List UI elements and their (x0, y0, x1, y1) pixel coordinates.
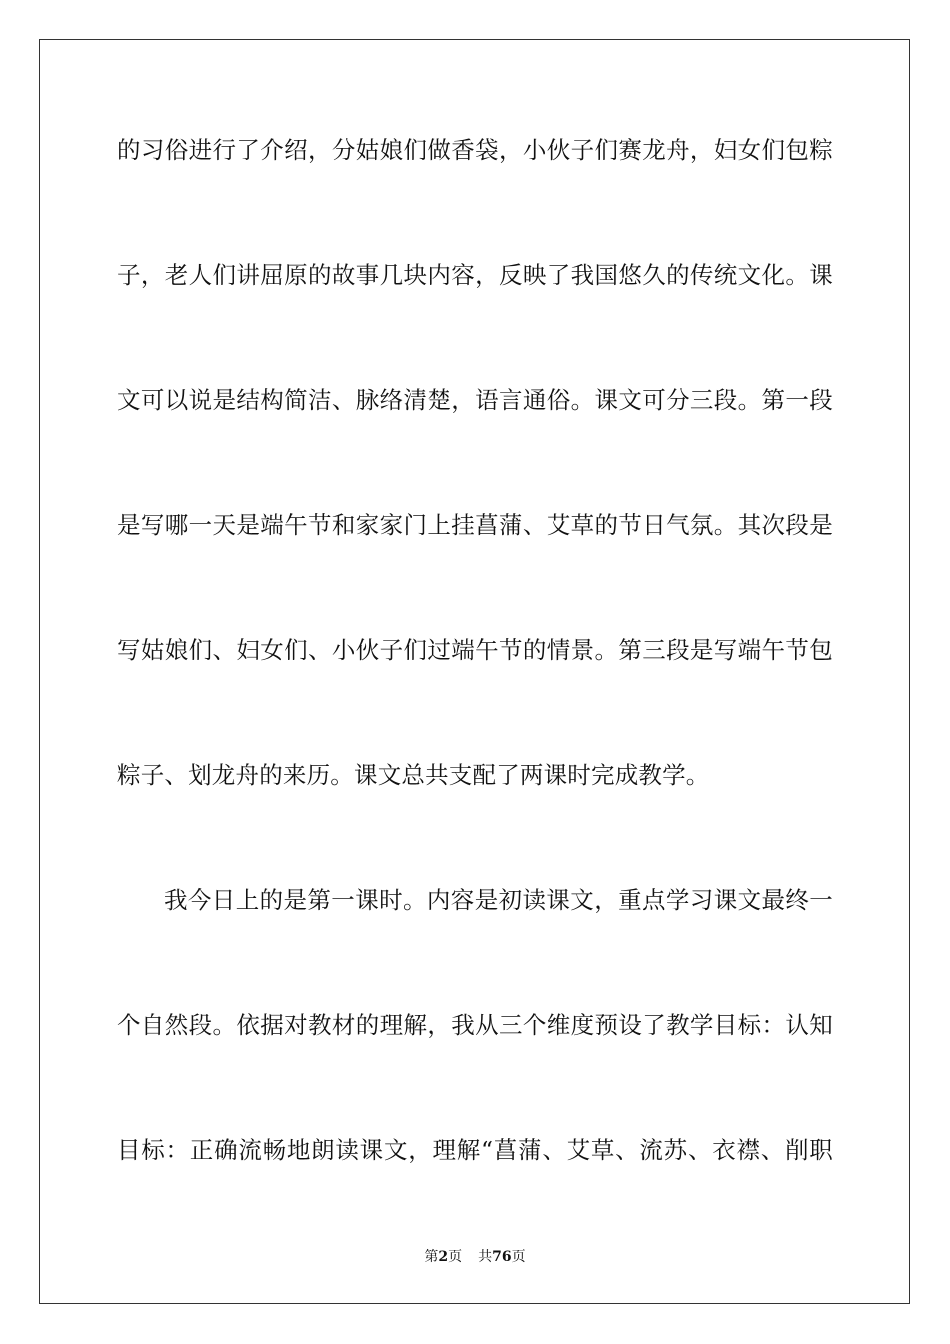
body-text-line-6: 粽子、划龙舟的来历。课文总共支配了两课时完成教学。 (117, 761, 710, 789)
body-text-line-4: 是写哪一天是端午节和家家门上挂菖蒲、艾草的节日气氛。其次段是 (117, 511, 833, 539)
total-suffix: 页 (511, 1249, 526, 1265)
page-prefix: 第 (424, 1249, 439, 1265)
page-suffix: 页 (448, 1249, 463, 1265)
total-prefix: 共 (478, 1249, 493, 1265)
body-text-line-7: 我今日上的是第一课时。内容是初读课文，重点学习课文最终一 (164, 886, 833, 914)
page-number: 2 (438, 1249, 449, 1265)
body-text-line-5: 写姑娘们、妇女们、小伙子们过端午节的情景。第三段是写端午节包 (117, 636, 833, 664)
body-text-line-2: 子，老人们讲屈原的故事几块内容，反映了我国悠久的传统文化。课 (117, 261, 833, 289)
body-text-line-1: 的习俗进行了介绍，分姑娘们做香袋，小伙子们赛龙舟，妇女们包粽 (117, 136, 833, 164)
body-text-line-9: 目标：正确流畅地朗读课文，理解“菖蒲、艾草、流苏、衣襟、削职 (117, 1136, 833, 1164)
body-text-line-3: 文可以说是结构简洁、脉络清楚，语言通俗。课文可分三段。第一段 (117, 386, 833, 414)
page-footer (0, 1248, 950, 1266)
total-pages: 76 (492, 1249, 512, 1265)
page-border (39, 39, 910, 1304)
body-text-line-8: 个自然段。依据对教材的理解，我从三个维度预设了教学目标：认知 (117, 1011, 833, 1039)
